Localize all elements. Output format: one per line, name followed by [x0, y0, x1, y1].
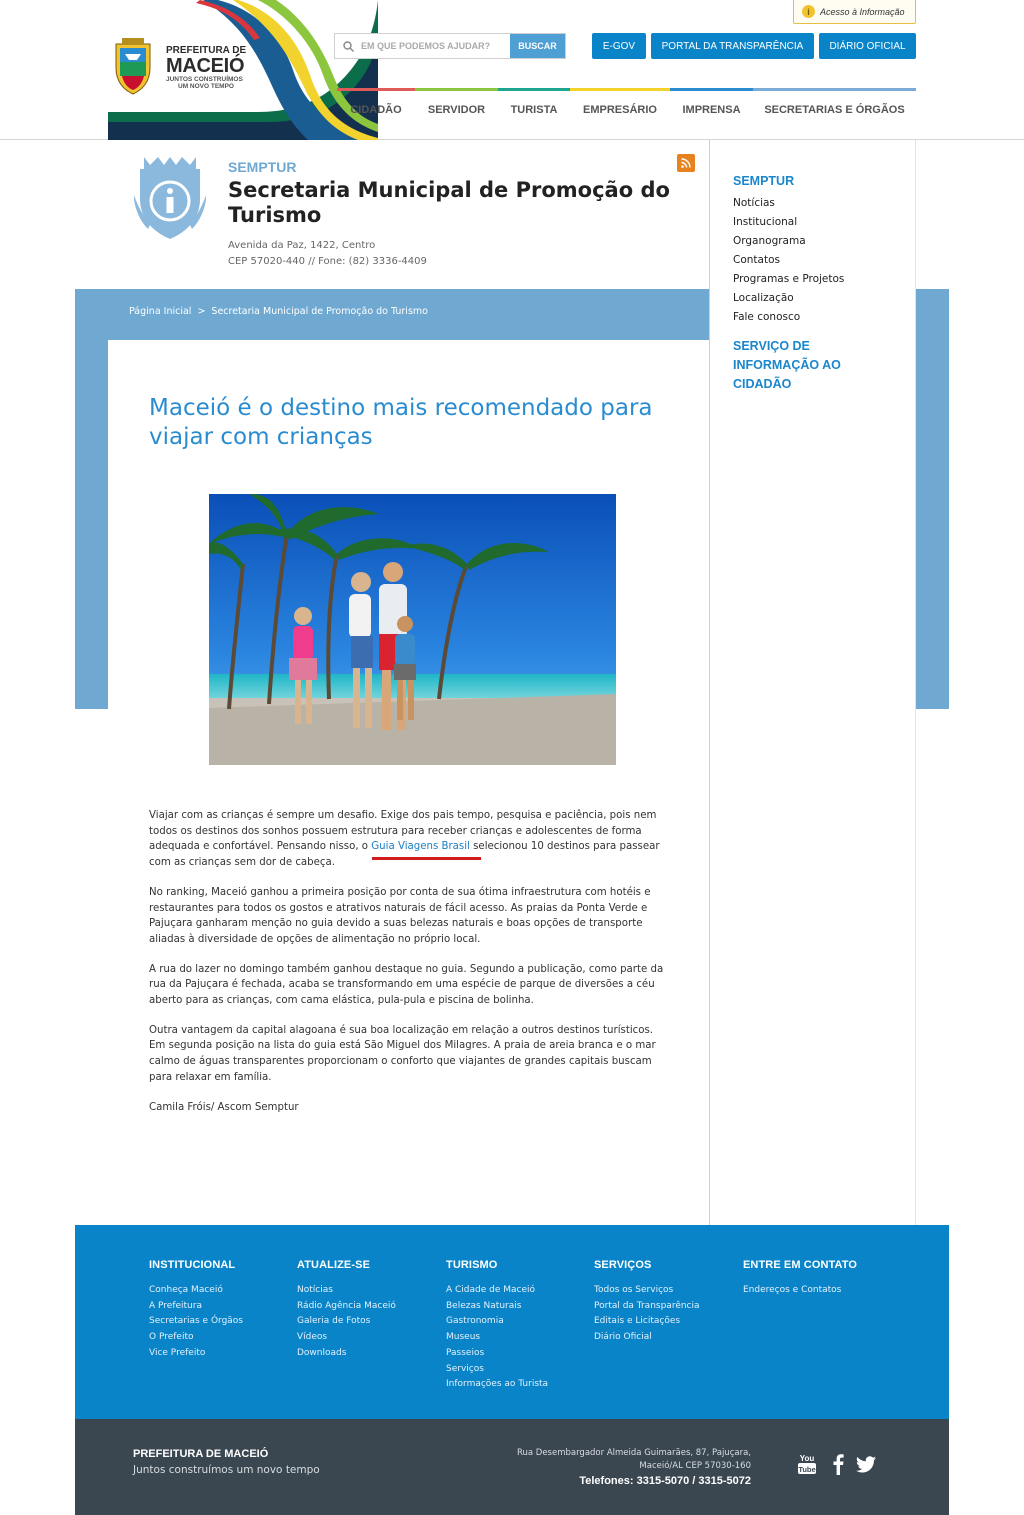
search-icon: [335, 34, 361, 58]
breadcrumb: [129, 306, 428, 317]
footer-link[interactable]: Secretarias e Órgãos: [149, 1316, 243, 1327]
footer-link[interactable]: Passeios: [446, 1347, 485, 1358]
article-title: Maceió é o destino mais recomendado para viajar com crianças: [149, 395, 653, 450]
footer-address-line: Rua Desembargador Almeida Guimarães, 87, Pajuçara,: [516, 1448, 751, 1458]
sidebar-item-programas[interactable]: Programas e Projetos: [733, 273, 845, 285]
breadcrumb-home-link[interactable]: Página Inicial: [129, 306, 192, 317]
search-button[interactable]: BUSCAR: [510, 34, 565, 58]
footer-column-title: ENTRE EM CONTATO: [743, 1259, 858, 1271]
sidebar-item-localizacao[interactable]: Localização: [733, 292, 794, 304]
footer-link[interactable]: Gastronomia: [446, 1316, 504, 1327]
facebook-icon[interactable]: [831, 1453, 845, 1475]
article-paragraph: Outra vantagem da capital alagoana é sua boa localização em relação a outros destinos turísticos. Em segunda posição na lista do guia está São Miguel dos Milagres. A praia de areia branca e o mar calmo de águas transparentes proporcionam o conforto que viajantes de grandes capitais buscam para relaxar em família.: [149, 1024, 656, 1083]
footer-link[interactable]: Museus: [446, 1332, 481, 1343]
footer-link[interactable]: O Prefeito: [149, 1332, 194, 1343]
youtube-icon[interactable]: [796, 1453, 818, 1475]
footer-column-atualize-se: [297, 1259, 396, 1362]
footer-column-title: ATUALIZE-SE: [297, 1259, 371, 1271]
footer-link[interactable]: Belezas Naturais: [446, 1300, 522, 1311]
link-highlight-underline: [372, 857, 481, 860]
article-paragraph: Viajar com as crianças é sempre um desafio. Exige dos pais tempo, pesquisa e paciência, pois nem todos os destinos dos sonhos possuem estrutura para receber crianças e adolescentes de forma adequada e confortável. Pensando nisso, o Guia Viagens Brasil selecionou 10 destinos para passear com as crianças sem dor de cabeça.: [149, 810, 660, 869]
beach-family-photo: [209, 494, 616, 765]
info-icon: i: [802, 5, 815, 18]
nav-item-secretarias[interactable]: SECRETARIAS E ÓRGÃOS: [753, 88, 916, 128]
nav-item-empresario[interactable]: EMPRESÁRIO: [570, 88, 670, 128]
footer-column-title: INSTITUCIONAL: [149, 1259, 236, 1271]
sidebar-menu: [733, 196, 844, 329]
portal-transparencia-button[interactable]: PORTAL DA TRANSPARÊNCIA: [651, 33, 814, 59]
footer-org-name: PREFEITURA DE MACEIÓ: [133, 1448, 269, 1460]
diario-oficial-button[interactable]: DIÁRIO OFICIAL: [819, 33, 916, 59]
search-input[interactable]: [361, 41, 509, 51]
article-credit: Camila Fróis/ Ascom Semptur: [149, 1101, 299, 1113]
footer-link[interactable]: Downloads: [297, 1347, 347, 1358]
footer-link[interactable]: Endereços e Contatos: [743, 1285, 842, 1295]
footer-address-line: Maceió/AL CEP 57030-160: [639, 1461, 751, 1471]
address-line: CEP 57020-440 // Fone: (82) 3336-4409: [228, 256, 427, 267]
maceio-crest-icon: [110, 38, 156, 96]
footer-column-title: TURISMO: [446, 1259, 498, 1271]
sidebar-item-contatos[interactable]: Contatos: [733, 254, 780, 266]
article-paragraph: No ranking, Maceió ganhou a primeira posição por conta de sua ótima infraestrutura com hotéis e restaurantes para todos os gostos e atrativos naturais de fácil acesso. As praias da Ponta Verde e Pajuçara ganharam menção no guia devido a suas belezas naturais e boas opções de transporte aliadas à diversidade de opções de alimentação no próprio local.: [149, 886, 651, 945]
footer-links-section: [75, 1225, 949, 1419]
footer-link[interactable]: Conheça Maceió: [149, 1285, 223, 1295]
breadcrumb-current[interactable]: Secretaria Municipal de Promoção do Turismo: [211, 306, 428, 317]
site-header: [0, 0, 1024, 140]
footer-link[interactable]: A Cidade de Maceió: [446, 1285, 536, 1295]
secretaria-name: Secretaria Municipal de Promoção do Turismo: [228, 178, 670, 227]
footer-link[interactable]: Notícias: [297, 1285, 333, 1295]
breadcrumb-separator: >: [197, 306, 206, 317]
svg-text:You: You: [799, 1454, 815, 1463]
footer-link[interactable]: Serviços: [446, 1363, 484, 1374]
information-crest-icon: [134, 155, 206, 241]
footer-slogan: Juntos construímos um novo tempo: [133, 1464, 320, 1476]
acesso-informacao-link[interactable]: [793, 0, 916, 24]
footer-link[interactable]: Vice Prefeito: [149, 1347, 206, 1358]
footer-phones: Telefones: 3315-5070 / 3315-5072: [579, 1475, 751, 1487]
search-form: [334, 33, 566, 59]
article-photo: [209, 494, 616, 765]
nav-item-turista[interactable]: TURISTA: [498, 88, 570, 128]
address-line: Avenida da Paz, 1422, Centro: [228, 240, 376, 251]
secretaria-address: [228, 238, 427, 270]
footer-link[interactable]: Todos os Serviços: [594, 1285, 674, 1295]
sidebar-item-institucional[interactable]: Institucional: [733, 216, 798, 228]
sidebar-item-fale-conosco[interactable]: Fale conosco: [733, 311, 801, 323]
footer-bottom: [75, 1419, 949, 1515]
rss-icon[interactable]: [677, 154, 695, 172]
main-nav: [337, 88, 916, 128]
twitter-icon[interactable]: [855, 1453, 877, 1475]
sidebar-sic-link[interactable]: SERVIÇO DE INFORMAÇÃO AO CIDADÃO: [733, 339, 841, 391]
svg-text:Tube: Tube: [798, 1465, 816, 1474]
footer-link[interactable]: Vídeos: [297, 1332, 328, 1343]
footer-link[interactable]: Diário Oficial: [594, 1332, 652, 1343]
footer-address: [517, 1447, 751, 1488]
acesso-informacao-label: Acesso à Informação: [820, 6, 905, 17]
footer-link[interactable]: Rádio Agência Maceió: [297, 1300, 396, 1311]
footer-column-title: SERVIÇOS: [594, 1259, 652, 1271]
footer-column-turismo: [446, 1259, 548, 1393]
logo-text: PREFEITURA DE MACEIÓ JUNTOS CONSTRUÍMOS UM NOVO TEMPO: [166, 45, 247, 90]
nav-item-cidadao[interactable]: CIDADÃO: [337, 88, 415, 128]
footer-column-contato: [743, 1259, 857, 1299]
sidebar-title[interactable]: SEMPTUR: [733, 174, 795, 188]
footer-column-servicos: [594, 1259, 700, 1346]
egov-button[interactable]: E-GOV: [592, 33, 646, 59]
article-paragraph: A rua do lazer no domingo também ganhou destaque no guia. Segundo a publicação, como parte da rua da Pajuçara é fechada, acaba se transformando em uma espécie de parque de diversões a céu aberto para as crianças, com cama elástica, pula-pula e piscina de bolinha.: [149, 963, 664, 1007]
footer-link[interactable]: Editais e Licitações: [594, 1316, 681, 1327]
footer-column-institucional: [149, 1259, 243, 1362]
footer-link[interactable]: A Prefeitura: [149, 1300, 202, 1311]
guia-viagens-brasil-link[interactable]: Guia Viagens Brasil: [371, 841, 470, 853]
sidebar-item-organograma[interactable]: Organograma: [733, 235, 806, 247]
nav-item-imprensa[interactable]: IMPRENSA: [670, 88, 753, 128]
footer-link[interactable]: Informações ao Turista: [446, 1379, 549, 1390]
footer-link[interactable]: Galeria de Fotos: [297, 1316, 371, 1327]
sidebar-item-noticias[interactable]: Notícias: [733, 197, 775, 209]
nav-item-servidor[interactable]: SERVIDOR: [415, 88, 498, 128]
secretaria-acronym: SEMPTUR: [228, 159, 297, 175]
footer-link[interactable]: Portal da Transparência: [594, 1300, 700, 1311]
